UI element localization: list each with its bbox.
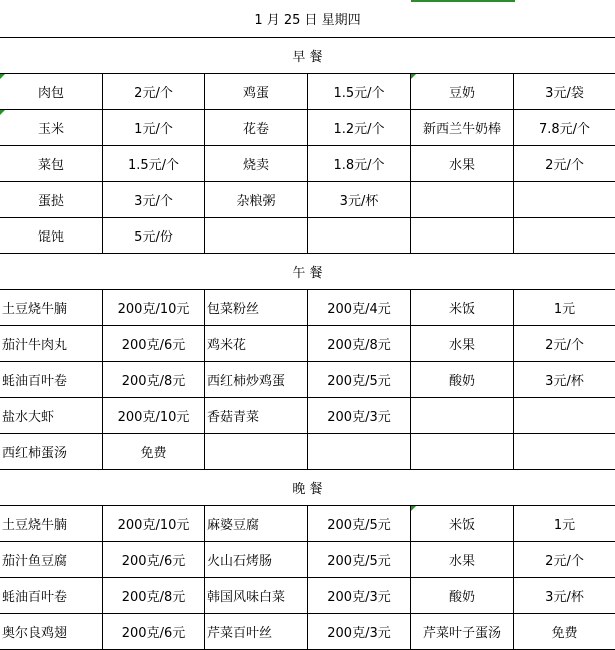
dish-name-cell: 包菜粉丝 bbox=[205, 290, 308, 326]
dish-price-cell: 1.5元/个 bbox=[308, 74, 411, 110]
dish-price-cell: 200克/3元 bbox=[308, 578, 411, 614]
dish-name-cell: 肉包 bbox=[0, 74, 103, 110]
dish-name-cell: 土豆烧牛腩 bbox=[0, 290, 103, 326]
dish-name-cell bbox=[411, 218, 514, 254]
dish-price-cell: 1.8元/个 bbox=[308, 146, 411, 182]
dish-price-cell: 1.2元/个 bbox=[308, 110, 411, 146]
lunch-header: 午 餐 bbox=[0, 254, 615, 290]
dish-price-cell: 1元/个 bbox=[103, 110, 205, 146]
dish-price-cell: 200克/8元 bbox=[103, 362, 205, 398]
cell-corner-mark bbox=[411, 506, 416, 511]
breakfast-row bbox=[0, 218, 615, 254]
dish-price-cell: 200克/8元 bbox=[308, 326, 411, 362]
dish-price-cell bbox=[514, 218, 615, 254]
dish-price-cell: 3元/个 bbox=[103, 182, 205, 218]
dish-name-cell: 芹菜百叶丝 bbox=[205, 614, 308, 650]
dish-name-cell: 蚝油百叶卷 bbox=[0, 362, 103, 398]
dish-price-cell: 1元 bbox=[514, 290, 615, 326]
breakfast-row bbox=[0, 110, 615, 146]
cell-corner-mark bbox=[411, 74, 416, 79]
dish-price-cell bbox=[514, 182, 615, 218]
dish-price-cell: 3元/袋 bbox=[514, 74, 615, 110]
dish-name-cell: 水果 bbox=[411, 542, 514, 578]
menu-title: 1 月 25 日 星期四 bbox=[0, 0, 615, 38]
dish-price-cell: 200克/5元 bbox=[308, 506, 411, 542]
dish-price-cell: 200克/10元 bbox=[103, 506, 205, 542]
dish-name-cell: 米饭 bbox=[411, 506, 514, 542]
lunch-row bbox=[0, 290, 615, 326]
dish-price-cell bbox=[308, 434, 411, 470]
dish-price-cell: 200克/10元 bbox=[103, 290, 205, 326]
lunch-row bbox=[0, 326, 615, 362]
dish-name-cell: 新西兰牛奶棒 bbox=[411, 110, 514, 146]
dish-name-cell: 蚝油百叶卷 bbox=[0, 578, 103, 614]
dinner-row bbox=[0, 614, 615, 650]
dinner-row bbox=[0, 542, 615, 578]
dish-name-cell: 鸡蛋 bbox=[205, 74, 308, 110]
dish-price-cell bbox=[514, 398, 615, 434]
dish-name-cell bbox=[411, 182, 514, 218]
lunch-row bbox=[0, 362, 615, 398]
dish-price-cell: 200克/6元 bbox=[103, 542, 205, 578]
dish-name-cell bbox=[411, 434, 514, 470]
dish-name-cell: 玉米 bbox=[0, 110, 103, 146]
dish-name-cell: 鸡米花 bbox=[205, 326, 308, 362]
dish-name-cell: 茄汁鱼豆腐 bbox=[0, 542, 103, 578]
dish-price-cell bbox=[514, 434, 615, 470]
dish-name-cell: 西红柿蛋汤 bbox=[0, 434, 103, 470]
dinner-row bbox=[0, 506, 615, 542]
dish-name-cell: 韩国风味白菜 bbox=[205, 578, 308, 614]
breakfast-row bbox=[0, 182, 615, 218]
dish-name-cell: 烧卖 bbox=[205, 146, 308, 182]
dish-price-cell: 2元/个 bbox=[514, 542, 615, 578]
dish-price-cell: 200克/4元 bbox=[308, 290, 411, 326]
dish-price-cell: 200克/5元 bbox=[308, 542, 411, 578]
dish-price-cell: 7.8元/个 bbox=[514, 110, 615, 146]
dish-price-cell: 3元/杯 bbox=[308, 182, 411, 218]
dish-name-cell: 茄汁牛肉丸 bbox=[0, 326, 103, 362]
dish-price-cell: 200克/6元 bbox=[103, 326, 205, 362]
dish-price-cell: 200克/6元 bbox=[103, 614, 205, 650]
dish-name-cell: 菜包 bbox=[0, 146, 103, 182]
dish-name-cell bbox=[411, 398, 514, 434]
dish-name-cell: 馄饨 bbox=[0, 218, 103, 254]
cell-corner-mark bbox=[0, 110, 5, 115]
dish-price-cell: 3元/杯 bbox=[514, 362, 615, 398]
breakfast-row bbox=[0, 74, 615, 110]
dish-name-cell: 杂粮粥 bbox=[205, 182, 308, 218]
dish-price-cell: 200克/3元 bbox=[308, 398, 411, 434]
dish-price-cell: 5元/份 bbox=[103, 218, 205, 254]
dish-price-cell: 1元 bbox=[514, 506, 615, 542]
dish-price-cell: 200克/5元 bbox=[308, 362, 411, 398]
dish-name-cell: 米饭 bbox=[411, 290, 514, 326]
dish-name-cell: 水果 bbox=[411, 146, 514, 182]
dish-price-cell bbox=[308, 218, 411, 254]
dish-price-cell: 2元/个 bbox=[103, 74, 205, 110]
breakfast-row bbox=[0, 146, 615, 182]
dish-price-cell: 1.5元/个 bbox=[103, 146, 205, 182]
lunch-row bbox=[0, 398, 615, 434]
dish-name-cell: 酸奶 bbox=[411, 578, 514, 614]
dish-name-cell: 花卷 bbox=[205, 110, 308, 146]
dish-name-cell: 酸奶 bbox=[411, 362, 514, 398]
dish-price-cell: 2元/个 bbox=[514, 146, 615, 182]
dinner-row bbox=[0, 578, 615, 614]
dish-price-cell: 200克/3元 bbox=[308, 614, 411, 650]
dish-price-cell: 免费 bbox=[103, 434, 205, 470]
dish-name-cell: 蛋挞 bbox=[0, 182, 103, 218]
dish-name-cell bbox=[205, 218, 308, 254]
dish-price-cell: 200克/8元 bbox=[103, 578, 205, 614]
dish-name-cell: 西红柿炒鸡蛋 bbox=[205, 362, 308, 398]
lunch-row bbox=[0, 434, 615, 470]
dish-name-cell: 水果 bbox=[411, 326, 514, 362]
dish-name-cell: 豆奶 bbox=[411, 74, 514, 110]
cell-corner-mark bbox=[0, 74, 5, 79]
dish-name-cell: 芹菜叶子蛋汤 bbox=[411, 614, 514, 650]
dish-name-cell: 火山石烤肠 bbox=[205, 542, 308, 578]
dish-name-cell: 香菇青菜 bbox=[205, 398, 308, 434]
dish-name-cell bbox=[205, 434, 308, 470]
breakfast-header: 早 餐 bbox=[0, 38, 615, 74]
dinner-header: 晚 餐 bbox=[0, 470, 615, 506]
dish-price-cell: 200克/10元 bbox=[103, 398, 205, 434]
dish-price-cell: 3元/杯 bbox=[514, 578, 615, 614]
dish-price-cell: 2元/个 bbox=[514, 326, 615, 362]
dish-name-cell: 麻婆豆腐 bbox=[205, 506, 308, 542]
dish-name-cell: 盐水大虾 bbox=[0, 398, 103, 434]
dish-price-cell: 免费 bbox=[514, 614, 615, 650]
dish-name-cell: 土豆烧牛腩 bbox=[0, 506, 103, 542]
dish-name-cell: 奥尔良鸡翅 bbox=[0, 614, 103, 650]
